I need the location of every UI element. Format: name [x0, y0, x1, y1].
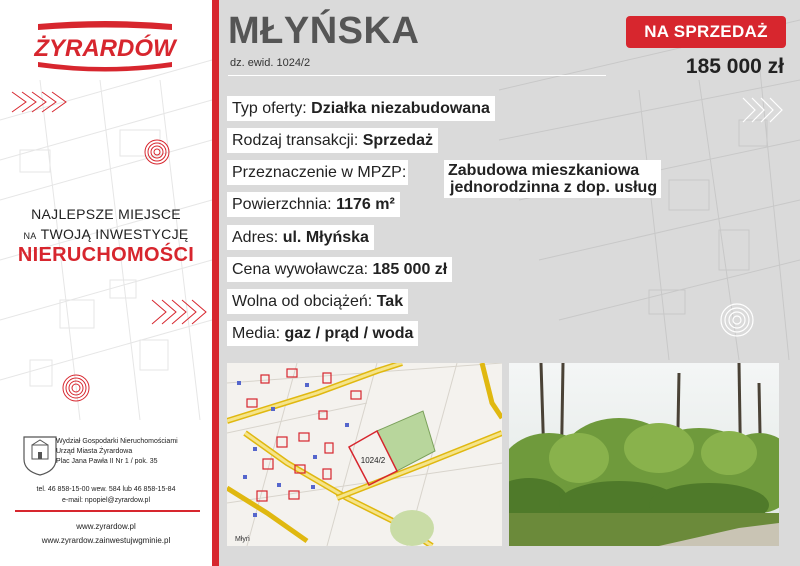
row-encumbrance [227, 289, 408, 314]
label: Typ oferty: [232, 100, 307, 117]
value: Sprzedaż [362, 132, 433, 149]
red-divider-bar [212, 0, 219, 566]
price-headline: 185 000 zł [685, 55, 784, 78]
page-title: MŁYŃSKA [228, 10, 420, 52]
parcel-photo [509, 363, 779, 546]
street-label: Młyń [235, 536, 250, 543]
divider-red [15, 510, 200, 512]
row-transaction [227, 128, 438, 153]
parcel-label: 1024/2 [360, 456, 386, 465]
svg-text:ŻYRARDÓW: ŻYRARDÓW [34, 35, 176, 62]
value: ul. Młyńska [282, 229, 369, 246]
chevrons-right [743, 98, 782, 122]
website-link[interactable]: www.zyrardow.pl [76, 522, 136, 531]
mpzp-value [444, 160, 661, 198]
label: Media: [232, 325, 281, 342]
investment-website-link[interactable]: www.zyrardow.zainwestujwgminie.pl [41, 536, 171, 545]
title-underline [228, 75, 606, 76]
parcel-number: dz. ewid. 1024/2 [230, 57, 311, 69]
zyrardow-logo [30, 20, 180, 72]
value: 1176 m² [336, 196, 395, 213]
for-sale-badge: NA SPRZEDAŻ [626, 16, 786, 48]
tagline-prefix: NA [23, 231, 37, 241]
circles-right [721, 304, 753, 336]
office-phone: tel. 46 858-15-00 wew. 584 lub 46 858-15-84 [36, 486, 176, 493]
tagline-line3: NIERUCHOMOŚCI [17, 244, 195, 266]
chevrons-mid-right [152, 300, 206, 324]
mpzp-line2: jednorodzinna z dop. usług [450, 179, 658, 196]
label: Powierzchnia: [232, 196, 332, 213]
tagline-line1: NAJLEPSZE MIEJSCE [31, 206, 181, 222]
city-crest-icon [20, 433, 60, 477]
row-offer-type [227, 96, 495, 121]
row-utilities [227, 321, 418, 346]
office-address [56, 437, 178, 467]
concentric-circles-1 [145, 140, 169, 164]
tagline-main: TWOJĄ INWESTYCJĘ [40, 226, 189, 242]
label: Wolna od obciążeń: [232, 293, 373, 310]
office-line2: Urząd Miasta Żyrardowa [56, 448, 133, 455]
office-line3: Plac Jana Pawła II Nr 1 / pok. 35 [56, 458, 158, 465]
office-line1: Wydział Gospodarki Nieruchomościami [56, 438, 178, 445]
label: Przeznaczenie w MPZP: [227, 160, 408, 185]
label: Rodzaj transakcji: [232, 132, 359, 149]
row-area [227, 192, 400, 217]
row-starting-price [227, 257, 452, 282]
label: Adres: [232, 229, 279, 246]
tagline-line2 [0, 226, 212, 242]
row-address [227, 225, 374, 250]
value: 185 000 zł [372, 261, 448, 278]
parcel-map [227, 363, 502, 546]
mpzp-line1: Zabudowa mieszkaniowa [448, 162, 640, 179]
right-panel [219, 0, 800, 566]
row-mpzp [227, 160, 408, 185]
label: Cena wywoławcza: [232, 261, 369, 278]
value: gaz / prąd / woda [284, 325, 414, 342]
left-panel [0, 0, 212, 566]
value: Tak [376, 293, 404, 310]
office-email[interactable]: e-mail: npopiel@zyrardow.pl [61, 497, 151, 504]
value: Działka niezabudowana [311, 100, 490, 117]
